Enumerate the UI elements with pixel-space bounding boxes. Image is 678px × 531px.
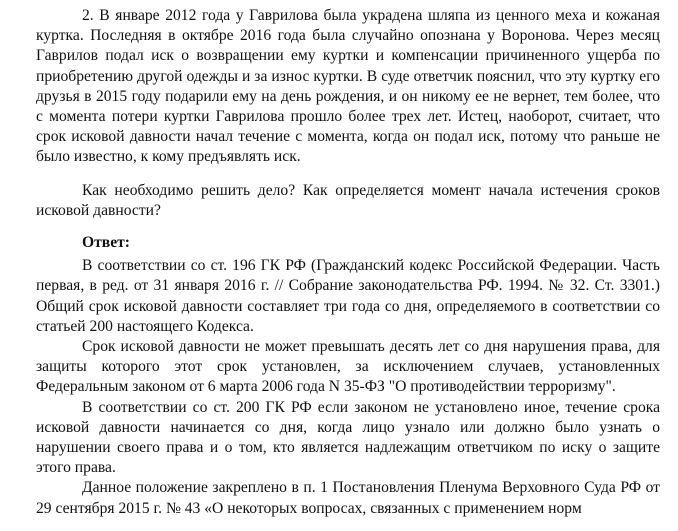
question-paragraph: Как необходимо решить дело? Как определяется момент начала истечения сроков исковой давности? bbox=[36, 181, 660, 219]
answer-paragraph-2: Срок исковой давности не может превышать десять лет со дня нарушения права, для защиты которого этот срок установлен, за исключением случаев, установленных Федеральным законом от 6 марта 2006 года N 35-ФЗ "О противодействии терроризму". bbox=[36, 338, 660, 396]
task-paragraph: 2. В январе 2012 года у Гаврилова была украдена шляпа из ценного меха и кожаная куртка. Последняя в октябре 2016 года была случайно опознана у Воронова. Через месяц Гаврилов подал иск о возвращении ему куртки и компенсации причиненного ущерба по приобретению другой одежды и за износ куртки. В суде ответчик пояснил, что эту куртку его друзья в 2015 году подарили ему на день рождения, и он никому ее не вернет, тем более, что с момента потери куртки Гаврилова прошло более трех лет. Истец, наоборот, считает, что срок исковой давности начал течение с момента, когда он подал иск, потому что раньше не было известно, к кому предъявлять иск. bbox=[36, 7, 660, 166]
document-page bbox=[36, 6, 660, 519]
answer-paragraph-4: Данное положение закреплено в п. 1 Постановления Пленума Верховного Суда РФ от 29 сентября 2015 г. № 43 «О некоторых вопросах, связанных с применением норм bbox=[36, 479, 660, 517]
answer-heading: Ответ: bbox=[82, 234, 130, 252]
answer-paragraph-3: В соответствии со ст. 200 ГК РФ если законом не установлено иное, течение срока исковой давности начинается со дня, когда лицо узнало или должно было узнать о нарушении своего права и о том, кто является надлежащим ответчиком по иску о защите этого права. bbox=[36, 398, 660, 477]
answer-paragraph-1: В соответствии со ст. 196 ГК РФ (Гражданский кодекс Российской Федерации. Часть первая, в ред. от 31 января 2016 г. // Собрание законодательства РФ. 1994. № 32. Ст. 3301.) Общий срок исковой давности составляет три года со дня, определяемого в соответствии со статьей 200 настоящего Кодекса. bbox=[36, 257, 660, 335]
